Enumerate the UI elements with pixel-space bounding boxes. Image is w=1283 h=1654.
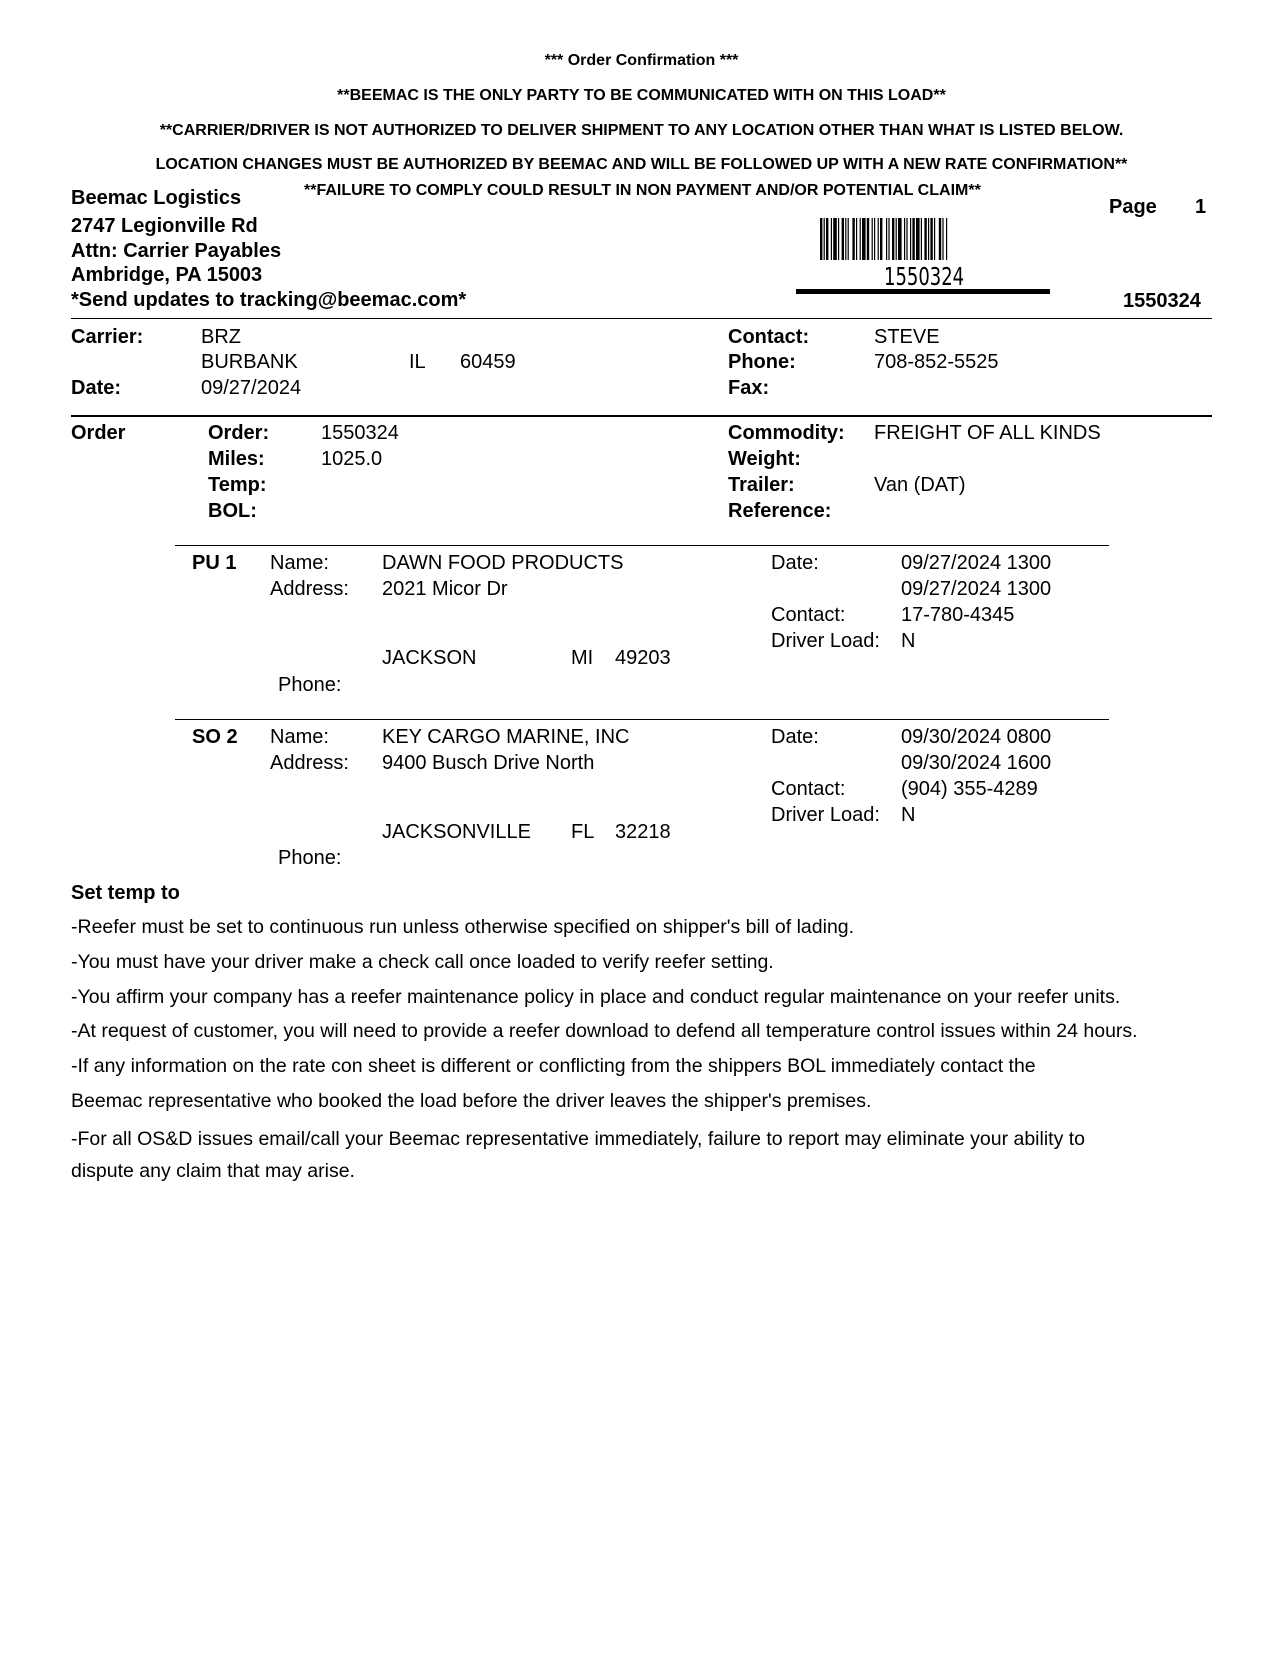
miles-value: 1025.0	[321, 448, 383, 470]
barcode-bar	[921, 218, 922, 260]
weight-label: Weight:	[728, 448, 801, 470]
barcode-bar	[872, 218, 873, 260]
stop-city: JACKSON	[382, 647, 477, 669]
miles-label: Miles:	[208, 448, 265, 470]
barcode-bar	[852, 218, 854, 260]
instruction-line: -You affirm your company has a reefer maintenance policy in place and conduct regular maintenance on your reefer units.	[71, 986, 1121, 1008]
instruction-line: -Reefer must be set to continuous run unless otherwise specified on shipper's bill of lading.	[71, 916, 855, 938]
stop-code: PU 1	[192, 552, 237, 574]
stop-driver-load: N	[901, 804, 916, 826]
carrier-label: Carrier:	[71, 326, 144, 348]
page-label: Page	[1109, 196, 1157, 218]
instruction-line: -You must have your driver make a check call once loaded to verify reefer setting.	[71, 951, 774, 973]
barcode-bar	[912, 218, 914, 260]
carrier-zip: 60459	[460, 351, 516, 373]
stop-date-end: 09/30/2024 1600	[901, 752, 1052, 774]
commodity-value: FREIGHT OF ALL KINDS	[874, 422, 1101, 444]
stop-state: MI	[571, 647, 594, 669]
barcode-bar	[916, 218, 920, 260]
carrier-date-label: Date:	[71, 377, 122, 399]
carrier-contact-label: Contact:	[728, 326, 810, 348]
set-temp-label: Set temp to	[71, 882, 180, 904]
barcode-bar	[939, 218, 941, 260]
divider-header	[71, 318, 1212, 319]
stop-phone-label: Phone:	[278, 847, 342, 869]
stop-date-label: Date:	[771, 552, 819, 574]
divider-stop-1	[175, 545, 1109, 546]
company-address: 2747 Legionville Rd	[71, 215, 258, 237]
page-number: 1	[1195, 196, 1207, 218]
stop-driver-load: N	[901, 630, 916, 652]
bol-label: BOL:	[208, 500, 257, 522]
barcode-bar	[838, 218, 839, 260]
barcode-bar	[848, 218, 849, 260]
instruction-line: -For all OS&D issues email/call your Beemac representative immediately, failure to report may eliminate your ability to	[71, 1128, 1086, 1150]
barcode-bar	[867, 218, 869, 260]
carrier-state: IL	[409, 351, 426, 373]
barcode-text: 1550324	[884, 262, 965, 291]
barcode-bar	[860, 218, 861, 260]
instruction-line: Beemac representative who booked the load before the driver leaves the shipper's premises.	[71, 1090, 872, 1112]
barcode-bar	[930, 218, 932, 260]
barcode-bar	[904, 218, 905, 260]
stop-state: FL	[571, 821, 595, 843]
barcode-bar	[820, 218, 822, 260]
stop-address: 2021 Micor Dr	[382, 578, 508, 600]
stop-name: DAWN FOOD PRODUCTS	[382, 552, 624, 574]
barcode-bar	[898, 218, 902, 260]
trailer-value: Van (DAT)	[874, 474, 966, 496]
barcode-bar	[886, 218, 887, 260]
barcode-bar	[874, 218, 875, 260]
reference-label: Reference:	[728, 500, 832, 522]
barcode-bar	[833, 218, 837, 260]
barcode-bar	[878, 218, 879, 260]
commodity-label: Commodity:	[728, 422, 845, 444]
barcode-bar	[946, 218, 947, 260]
carrier-phone: 708-852-5525	[874, 351, 999, 373]
stop-address-label: Address:	[270, 752, 349, 774]
barcode-bar	[892, 218, 894, 260]
stop-contact: 17-780-4345	[901, 604, 1015, 626]
stop-address: 9400 Busch Drive North	[382, 752, 595, 774]
barcode-bar	[888, 218, 889, 260]
order-number: 1550324	[321, 422, 399, 444]
stop-date-end: 09/27/2024 1300	[901, 578, 1052, 600]
carrier-name: BRZ	[201, 326, 241, 348]
stop-zip: 49203	[615, 647, 671, 669]
stop-name-label: Name:	[270, 552, 329, 574]
instruction-line: -If any information on the rate con sheet is different or conflicting from the shippers BOL immediately contact the	[71, 1055, 1036, 1077]
barcode-bar	[880, 218, 882, 260]
barcode-bar	[862, 218, 866, 260]
company-city: Ambridge, PA 15003	[71, 264, 263, 286]
notice-delivery-authorization: **CARRIER/DRIVER IS NOT AUTHORIZED TO DELIVER SHIPMENT TO ANY LOCATION OTHER THAN WHAT IS LISTED BELOW.	[159, 122, 1124, 139]
barcode-bar	[856, 218, 857, 260]
company-name: Beemac Logistics	[71, 187, 242, 209]
barcode-bar	[934, 218, 935, 260]
barcode-bar	[845, 218, 846, 260]
stop-contact-label: Contact:	[771, 604, 846, 626]
notice-location-changes: LOCATION CHANGES MUST BE AUTHORIZED BY BEEMAC AND WILL BE FOLLOWED UP WITH A NEW RATE CONFIRMATION**	[155, 156, 1128, 173]
barcode-bar	[906, 218, 907, 260]
carrier-contact: STEVE	[874, 326, 940, 348]
stop-address-label: Address:	[270, 578, 349, 600]
instruction-line: -At request of customer, you will need to provide a reefer download to defend all temperature control issues within 24 hours.	[71, 1020, 1138, 1042]
stop-phone-label: Phone:	[278, 674, 342, 696]
barcode-underline	[796, 289, 1050, 294]
stop-date-label: Date:	[771, 726, 819, 748]
stop-name: KEY CARGO MARINE, INC	[382, 726, 630, 748]
order-label: Order:	[208, 422, 270, 444]
carrier-city: BURBANK	[201, 351, 298, 373]
company-attn: Attn: Carrier Payables	[71, 240, 282, 262]
stop-date-start: 09/30/2024 0800	[901, 726, 1052, 748]
barcode-bar	[831, 218, 832, 260]
stop-date-start: 09/27/2024 1300	[901, 552, 1052, 574]
order-number-right: 1550324	[1123, 290, 1201, 312]
stop-contact: (904) 355-4289	[901, 778, 1038, 800]
barcode-bar	[928, 218, 929, 260]
stop-code: SO 2	[192, 726, 238, 748]
stop-name-label: Name:	[270, 726, 329, 748]
stop-zip: 32218	[615, 821, 671, 843]
barcode-bar	[896, 218, 897, 260]
company-updates-email: *Send updates to tracking@beemac.com*	[71, 289, 467, 311]
barcode	[820, 218, 1032, 260]
stop-city: JACKSONVILLE	[382, 821, 531, 843]
notice-failure-to-comply: **FAILURE TO COMPLY COULD RESULT IN NON PAYMENT AND/OR POTENTIAL CLAIM**	[304, 182, 981, 199]
barcode-bar	[842, 218, 844, 260]
temp-label: Temp:	[208, 474, 267, 496]
divider-carrier	[71, 415, 1212, 417]
instruction-line: dispute any claim that may arise.	[71, 1160, 355, 1182]
divider-stop-2	[175, 719, 1109, 720]
trailer-label: Trailer:	[728, 474, 795, 496]
barcode-bar	[826, 218, 828, 260]
notice-communication: **BEEMAC IS THE ONLY PARTY TO BE COMMUNICATED WITH ON THIS LOAD**	[337, 87, 946, 104]
stop-driver-load-label: Driver Load:	[771, 804, 880, 826]
order-section-label: Order	[71, 422, 126, 444]
stop-driver-load-label: Driver Load:	[771, 630, 880, 652]
barcode-bar	[924, 218, 926, 260]
carrier-fax-label: Fax:	[728, 377, 770, 399]
notice-order-confirmation: *** Order Confirmation ***	[544, 52, 739, 69]
barcode-bar	[824, 218, 825, 260]
barcode-bar	[910, 218, 911, 260]
barcode-bar	[942, 218, 943, 260]
carrier-date: 09/27/2024	[201, 377, 302, 399]
stop-contact-label: Contact:	[771, 778, 846, 800]
carrier-phone-label: Phone:	[728, 351, 796, 373]
